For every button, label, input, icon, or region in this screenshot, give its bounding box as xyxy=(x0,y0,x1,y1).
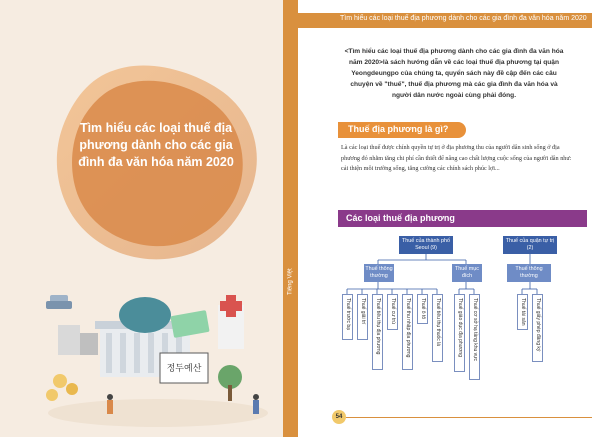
page-number: 54 xyxy=(332,410,346,424)
side-tab-label: Tiếng Việt xyxy=(287,268,294,296)
tree-leaf-label: Thuế cư trú xyxy=(390,298,396,324)
tree-leaf xyxy=(387,294,398,330)
tax-tree-connectors xyxy=(298,0,600,437)
tree-leaf-label: Thuế giấy phép đăng ký xyxy=(535,298,541,352)
section-heading-text: Thuế địa phương là gì? xyxy=(348,124,449,134)
tree-leaf-label: Thuế giải trí xyxy=(360,298,366,325)
city-budget-illustration xyxy=(40,285,275,435)
footer-rule xyxy=(346,417,592,418)
tree-node-district-normal: Thuế thông thường xyxy=(507,264,551,282)
right-page xyxy=(298,0,600,437)
tree-leaf-label: Thuế trước bạ xyxy=(345,298,351,330)
tree-leaf-label: Thuế tài sản xyxy=(520,298,526,326)
tree-leaf xyxy=(402,294,413,370)
section-heading-text: Các loại thuế địa phương xyxy=(346,213,455,223)
tree-leaf xyxy=(469,294,480,380)
cover-title: Tìm hiểu các loại thuế địa phương dành cho các gia đình đa văn hóa năm 2020 xyxy=(78,121,234,169)
tree-leaf xyxy=(357,294,368,340)
tree-leaf xyxy=(432,294,443,362)
tree-node-city-normal: Thuế thông thường xyxy=(364,264,394,282)
illustration-sign-text: 정두예산 xyxy=(166,364,202,374)
tree-leaf xyxy=(417,294,428,324)
running-header-text: Tìm hiểu các loại thuế địa phương dành cho các gia đình đa văn hóa năm 2020 xyxy=(340,15,587,22)
left-page xyxy=(0,0,283,437)
language-side-tab xyxy=(283,0,298,437)
tree-leaf xyxy=(342,294,353,340)
tree-leaf-label: Thuế tiêu thụ địa phương xyxy=(375,298,381,355)
tree-leaf-label: Thuế tiêu thụ thuốc lá xyxy=(435,298,441,347)
intro-paragraph: <Tìm hiểu các loại thuế địa phương dành cho các gia đình đa văn hóa năm 2020>là sách hướng dẫn về các loại thuế địa phương tại quận Yeongdeungpo của chúng ta, quyển sách này đề cập đến các câu chuyện về "thuế", thuế địa phương mà các gia đình đa văn hóa và người dân nước ngoài cùng phải đóng. xyxy=(344,48,564,99)
tree-leaf-label: Thuế ô tô xyxy=(420,298,426,320)
tree-node-district-tax: Thuế của quận tự trị (2) xyxy=(503,236,557,254)
tree-leaf-label: Thuế thu nhập địa phương xyxy=(405,298,411,358)
tree-leaf-label: Thuế giáo dục địa phương xyxy=(457,298,463,357)
definition-paragraph: Là các loại thuế được chính quyền tự trị ở địa phương thu của người dân sinh sống ở địa phương đó nhằm tăng chi phí cần thiết để nâng cao chất lượng cuộc sống của người dân như: cải thiện môi trường sống, tăng cường các chính sách phúc lợi... xyxy=(341,144,572,173)
tree-leaf xyxy=(372,294,383,370)
tree-leaf xyxy=(454,294,465,372)
tree-leaf-label: Thuế cơ sở hạ tầng khu vực xyxy=(472,298,478,361)
tree-leaf xyxy=(532,294,543,362)
tree-leaf xyxy=(517,294,528,330)
tree-node-city-tax: Thuế của thành phố Seoul (9) xyxy=(399,236,453,254)
tree-node-city-purpose: Thuế mục đích xyxy=(452,264,482,282)
